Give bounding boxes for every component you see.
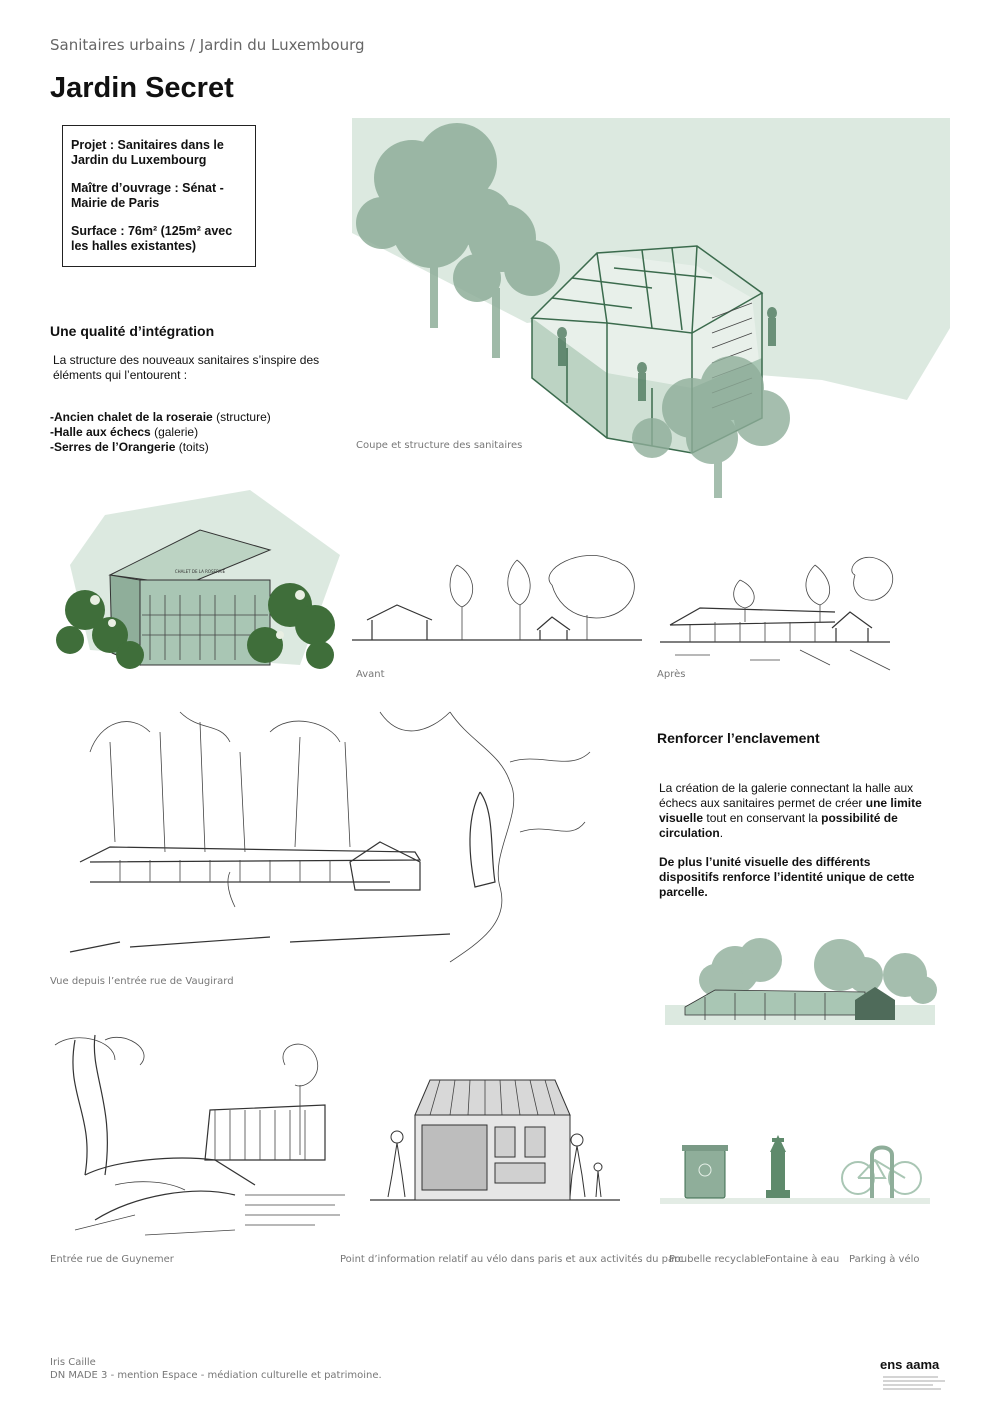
gallery-elevation xyxy=(665,935,935,1030)
chalet-illustration xyxy=(50,485,340,680)
bike-parking-icon xyxy=(842,1148,921,1199)
before-sketch xyxy=(352,545,642,650)
after-sketch xyxy=(660,550,910,680)
guynemer-sketch xyxy=(55,1035,355,1240)
integration-intro: La structure des nouveaux sanitaires s’inspire des éléments qui l’entourent : xyxy=(53,353,320,382)
footer-credits xyxy=(50,1356,382,1382)
project-info-box xyxy=(62,125,256,267)
owner-line: Maître d’ouvrage : Sénat - Mairie de Paris xyxy=(71,181,224,210)
author: Iris Caille xyxy=(50,1357,96,1368)
integration-list xyxy=(50,410,340,455)
reinforce-heading: Renforcer l’enclavement xyxy=(657,730,820,746)
guynemer-caption: Entrée rue de Guynemer xyxy=(50,1254,174,1265)
surface-line: Surface : 76m² (125m² avec les halles existantes) xyxy=(71,224,233,253)
bin-caption: Poubelle recyclable xyxy=(669,1254,766,1265)
water-fountain-icon xyxy=(766,1135,790,1198)
info-kiosk-sketch xyxy=(370,1075,630,1205)
project-line: Projet : Sanitaires dans le Jardin du Luxembourg xyxy=(71,138,224,167)
street-furniture xyxy=(660,1130,935,1210)
list-item: -Serres de l’Orangerie (toits) xyxy=(50,440,209,454)
school-logo: ens aama xyxy=(880,1357,940,1372)
integration-heading: Une qualité d’intégration xyxy=(50,323,215,339)
school-logo-tagline xyxy=(883,1374,953,1396)
list-item: -Halle aux échecs (galerie) xyxy=(50,425,199,439)
reinforce-paragraph-2: De plus l’unité visuelle des différents dispositifs renforce l’identité unique de cette parcelle. xyxy=(659,855,915,899)
vaugirard-sketch xyxy=(70,712,595,967)
reinforce-paragraph-1: La création de la galerie connectant la halle aux échecs aux sanitaires permet de créer une limite visuelle tout en conservant la possibilité de circulation. xyxy=(659,781,922,840)
page-title: Jardin Secret xyxy=(50,72,234,104)
list-item: -Ancien chalet de la roseraie (structure) xyxy=(50,410,271,424)
recycle-bin-icon xyxy=(682,1145,728,1198)
chalet-sign: CHALET DE LA ROSERAIE xyxy=(174,569,226,574)
axonometric-caption: Coupe et structure des sanitaires xyxy=(356,440,523,451)
page-subtitle: Sanitaires urbains / Jardin du Luxembourg xyxy=(50,36,365,54)
bike-parking-caption: Parking à vélo xyxy=(849,1254,920,1265)
after-caption: Après xyxy=(657,669,686,680)
vaugirard-caption: Vue depuis l’entrée rue de Vaugirard xyxy=(50,976,234,987)
fountain-caption: Fontaine à eau xyxy=(765,1254,840,1265)
info-point-caption: Point d’information relatif au vélo dans paris et aux activités du parc xyxy=(340,1254,684,1265)
reinforce-text xyxy=(659,781,929,900)
before-caption: Avant xyxy=(356,669,385,680)
program: DN MADE 3 - mention Espace - médiation culturelle et patrimoine. xyxy=(50,1370,382,1381)
